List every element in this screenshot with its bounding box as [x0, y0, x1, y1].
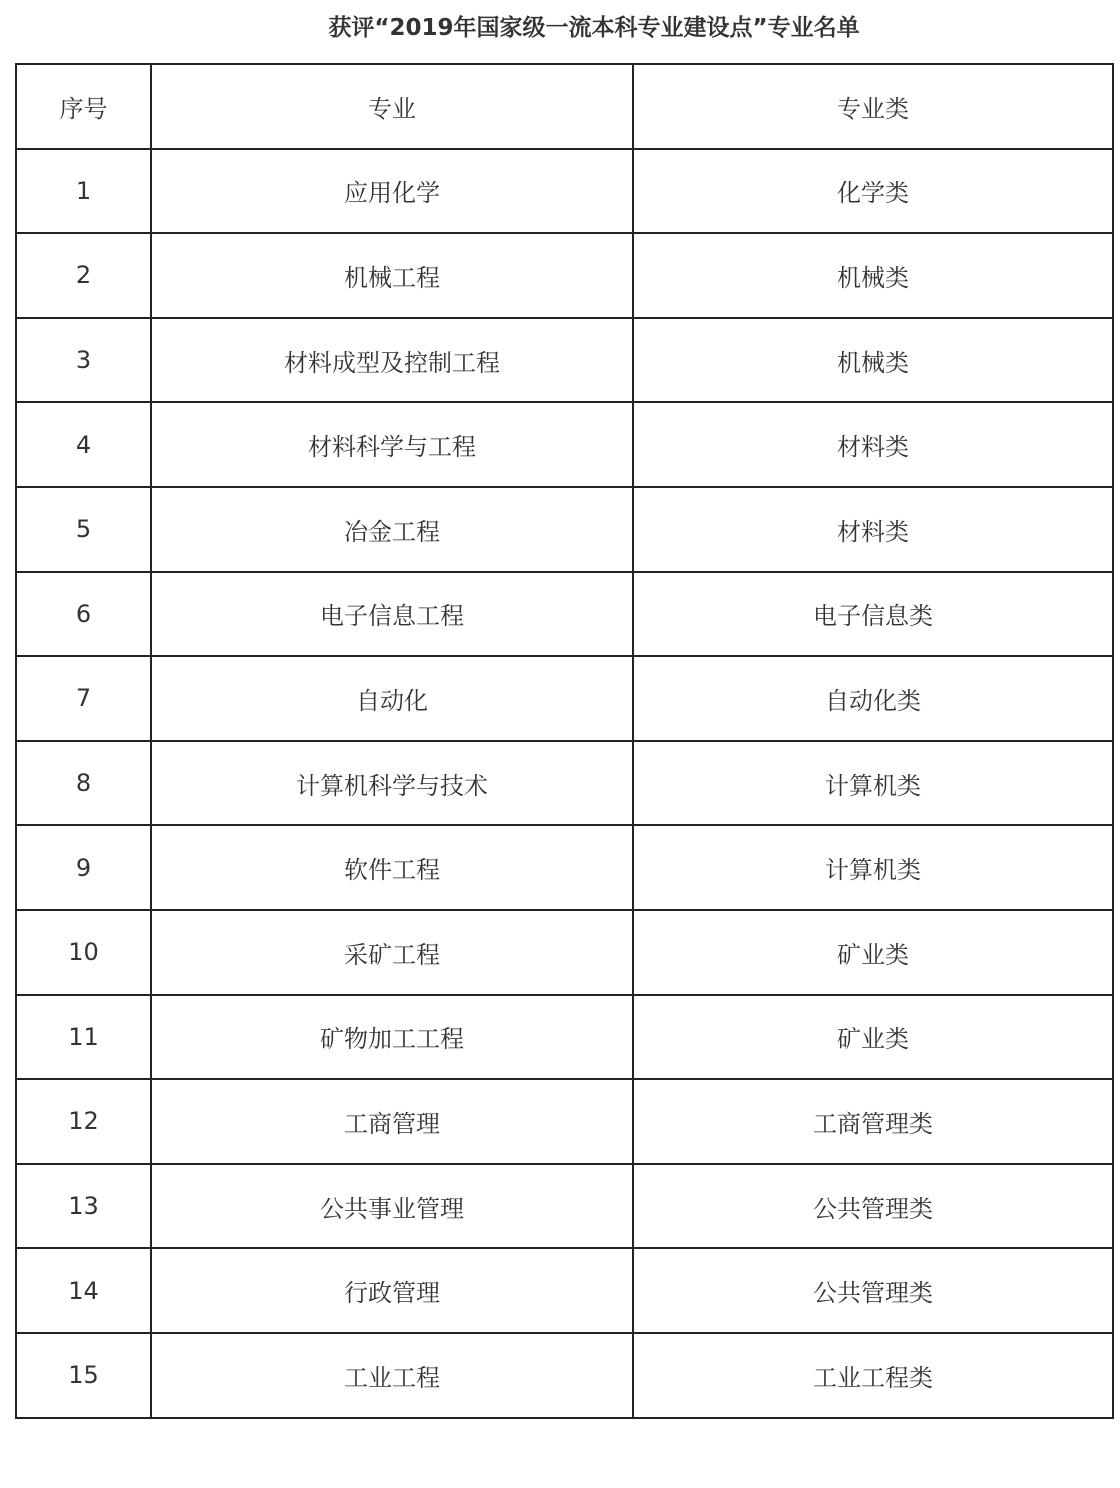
cell-category: 计算机类	[633, 741, 1113, 826]
cell-seq: 5	[16, 487, 151, 572]
table-row	[16, 1248, 1113, 1333]
cell-category: 电子信息类	[633, 572, 1113, 657]
table-row	[16, 233, 1113, 318]
cell-category: 化学类	[633, 149, 1113, 234]
table-row	[16, 572, 1113, 657]
cell-category: 矿业类	[633, 910, 1113, 995]
cell-category: 机械类	[633, 233, 1113, 318]
cell-major: 自动化	[151, 656, 633, 741]
cell-category: 材料类	[633, 402, 1113, 487]
cell-seq: 4	[16, 402, 151, 487]
table-row	[16, 910, 1113, 995]
cell-seq: 1	[16, 149, 151, 234]
table-row	[16, 656, 1113, 741]
cell-major: 计算机科学与技术	[151, 741, 633, 826]
table-row	[16, 318, 1113, 403]
cell-major: 矿物加工工程	[151, 995, 633, 1080]
table-row	[16, 402, 1113, 487]
cell-category: 工业工程类	[633, 1333, 1113, 1418]
cell-category: 公共管理类	[633, 1248, 1113, 1333]
header-category: 专业类	[633, 64, 1113, 149]
cell-major: 机械工程	[151, 233, 633, 318]
header-major: 专业	[151, 64, 633, 149]
cell-major: 材料成型及控制工程	[151, 318, 633, 403]
document-title: 获评“2019年国家级一流本科专业建设点”专业名单	[328, 15, 860, 41]
cell-major: 材料科学与工程	[151, 402, 633, 487]
cell-major: 应用化学	[151, 149, 633, 234]
table-header-row	[16, 64, 1113, 149]
cell-major: 行政管理	[151, 1248, 633, 1333]
cell-seq: 2	[16, 233, 151, 318]
cell-category: 自动化类	[633, 656, 1113, 741]
table-row	[16, 1164, 1113, 1249]
cell-seq: 13	[16, 1164, 151, 1249]
table-row	[16, 741, 1113, 826]
cell-category: 机械类	[633, 318, 1113, 403]
cell-seq: 14	[16, 1248, 151, 1333]
table-row	[16, 487, 1113, 572]
cell-major: 冶金工程	[151, 487, 633, 572]
table-row	[16, 1333, 1113, 1418]
cell-category: 矿业类	[633, 995, 1113, 1080]
table-row	[16, 825, 1113, 910]
table-row	[16, 149, 1113, 234]
cell-category: 计算机类	[633, 825, 1113, 910]
cell-category: 工商管理类	[633, 1079, 1113, 1164]
cell-category: 材料类	[633, 487, 1113, 572]
cell-major: 软件工程	[151, 825, 633, 910]
table-row	[16, 995, 1113, 1080]
cell-seq: 12	[16, 1079, 151, 1164]
cell-category: 公共管理类	[633, 1164, 1113, 1249]
cell-major: 电子信息工程	[151, 572, 633, 657]
majors-table	[15, 63, 1114, 1419]
cell-major: 采矿工程	[151, 910, 633, 995]
cell-seq: 10	[16, 910, 151, 995]
header-seq: 序号	[16, 64, 151, 149]
cell-major: 工商管理	[151, 1079, 633, 1164]
cell-seq: 11	[16, 995, 151, 1080]
cell-seq: 9	[16, 825, 151, 910]
table-row	[16, 1079, 1113, 1164]
cell-seq: 8	[16, 741, 151, 826]
cell-seq: 6	[16, 572, 151, 657]
cell-seq: 7	[16, 656, 151, 741]
cell-seq: 3	[16, 318, 151, 403]
cell-seq: 15	[16, 1333, 151, 1418]
cell-major: 工业工程	[151, 1333, 633, 1418]
cell-major: 公共事业管理	[151, 1164, 633, 1249]
